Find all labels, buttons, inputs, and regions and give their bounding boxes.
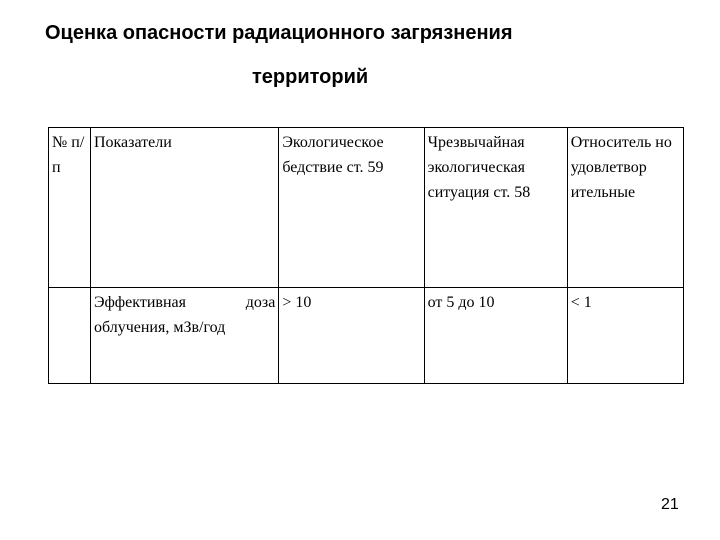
cell-number bbox=[49, 288, 91, 384]
slide-title-line-2: территорий bbox=[252, 66, 369, 88]
header-relatively-satisfactory: Относитель но удовлетвор ительные bbox=[567, 128, 683, 288]
radiation-hazard-table bbox=[48, 127, 684, 384]
table-header-row bbox=[49, 128, 684, 288]
header-number: № п/п bbox=[49, 128, 91, 288]
cell-indicator: Эффективная доза облучения, мЗв/год bbox=[90, 288, 278, 384]
table-row bbox=[49, 288, 684, 384]
header-indicator: Показатели bbox=[90, 128, 278, 288]
cell-emergency-value: от 5 до 10 bbox=[424, 288, 567, 384]
slide-title-line-1: Оценка опасности радиационного загрязнения bbox=[45, 22, 513, 44]
cell-disaster-value: > 10 bbox=[279, 288, 424, 384]
page-number: 21 bbox=[661, 496, 679, 513]
header-environmental-emergency: Чрезвычайная экологическая ситуация ст. 58 bbox=[424, 128, 567, 288]
cell-satisfactory-value: < 1 bbox=[567, 288, 683, 384]
header-environmental-disaster: Экологическое бедствие ст. 59 bbox=[279, 128, 424, 288]
